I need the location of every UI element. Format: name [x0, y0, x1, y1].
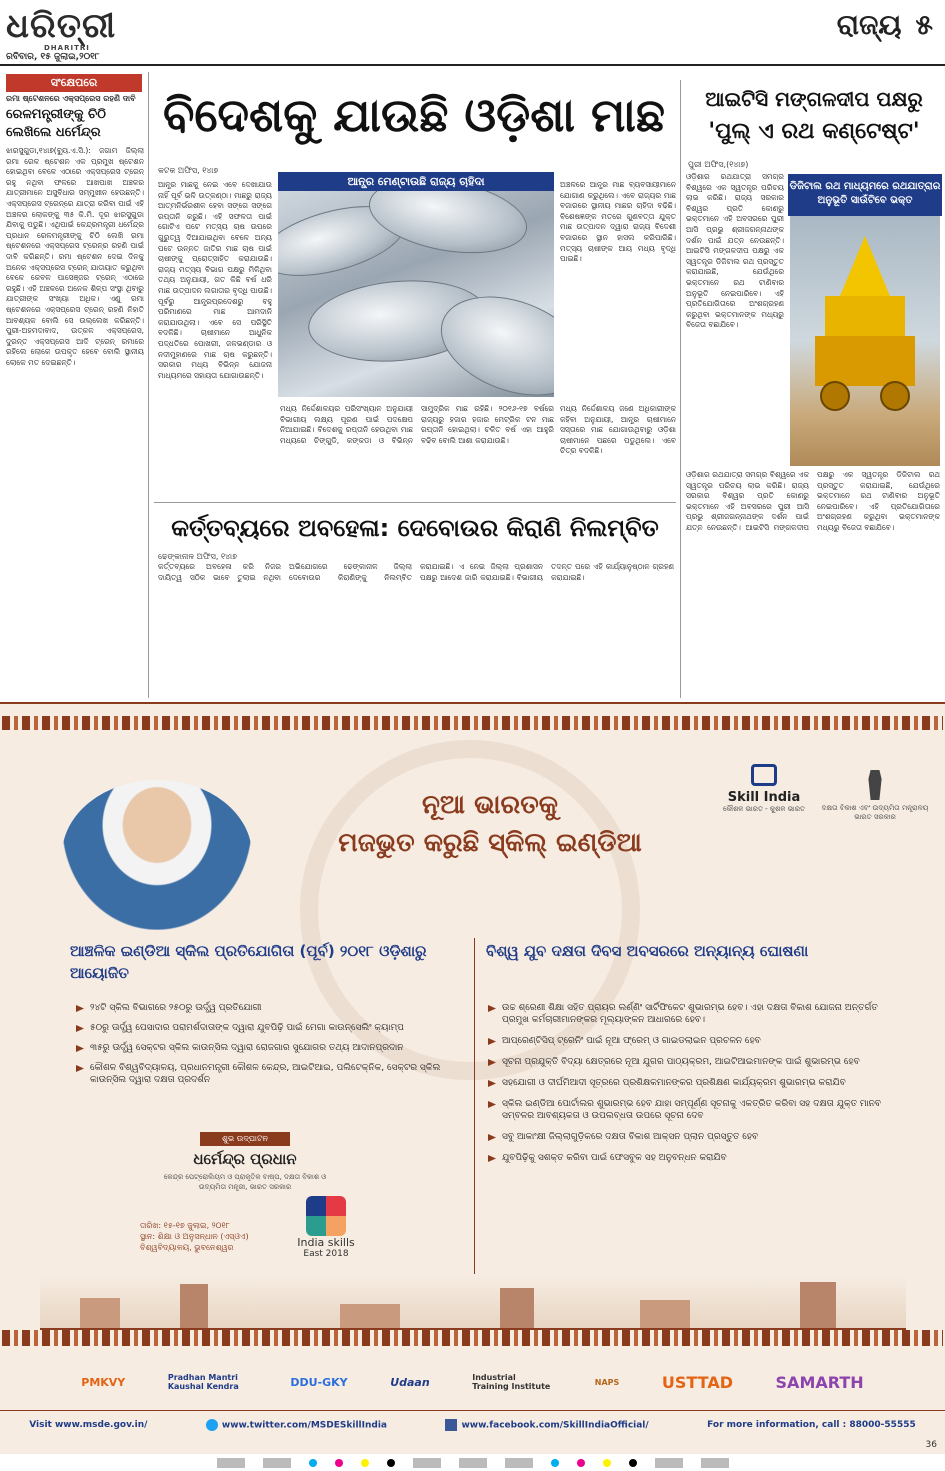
- inauguration-label: ଶୁଭ ଉଦ୍‌ଘାଟନ: [200, 1132, 290, 1146]
- partner-logo: DDU-GKY: [290, 1375, 348, 1389]
- section-label: ରାଜ୍ୟ: [836, 8, 902, 41]
- second-body: କର୍ତ୍ତବ୍ୟରେ ଅବହେଳା କରି ନିଜର ଦାୟିତ୍ୱ ସଠିକ ଭାବେ ତୁଲାଇ ନଥିବା ଅଭିଯୋଗରେ ଢେଙ୍କାନାଳ ଜିଲ୍ଲା ଦେବୋଉର କିରାଣିଙ୍କୁ ନିଲମ୍ବିତ କରାଯାଇଛି। ଏ ନେଇ ଜିଲ୍ଲା ପ୍ରଶାସନ ପକ୍ଷରୁ ଆଦେଶ ଜାରି କରାଯାଇଛି। ବିଭାଗୀୟ ତଦନ୍ତ ପରେ ଏହି କାର୍ଯ୍ୟାନୁଷ୍ଠାନ ଗ୍ରହଣ କରାଯାଇଛି।: [158, 562, 674, 582]
- lead-dateline: କଟକ ଅଫିସ, ୧୪ା୭: [158, 166, 219, 175]
- ad-divider: [474, 938, 475, 1274]
- industry-illustration: [40, 1276, 906, 1330]
- partner-logo: PMKVY: [81, 1375, 126, 1389]
- ad-title-line2: ମଜଭୁତ କରୁଛି ସ୍କିଲ୍ ଇଣ୍ଡିଆ: [338, 828, 642, 858]
- column-divider: [680, 80, 681, 698]
- partner-logo: Industrial Training Institute: [472, 1373, 551, 1391]
- ad-left-title: ଆଞ୍ଚଳିକ ଇଣ୍ଡିଆ ସ୍କିଲ ପ୍ରତିଯୋଗିତା (ପୂର୍ବ) ୨୦୧୮ ଓଡ଼ିଶାରୁ ଆୟୋଜିତ: [70, 942, 427, 982]
- itc-dateline: ପୁରୀ ଅଫିସ,(୧୪ା୭): [688, 160, 749, 169]
- section-header: [837, 8, 933, 42]
- skill-india-icon: [751, 764, 777, 786]
- ad-title-line1: ନୂଆ ଭାରତକୁ: [422, 790, 558, 820]
- list-item: ଉଚ୍ଚ ଶ୍ରେଣୀ ଶିକ୍ଷା ସହିତ ପ୍ରାୟର ଲର୍ଣ୍ଣିଂ ସାର୍ଟିଫିକେଟ ଶୁଭାରମ୍ଭ ହେବ। ଏହା ଦକ୍ଷତା ବିକାଶ ଯୋଜନା ଅନ୍ତର୍ଗତ ପ୍ରମୁଖ କର୍ମଚାରୀମାନଙ୍କର ମୂଲ୍ୟାଙ୍କନ ଆଧାରରେ ହେବ।: [486, 1002, 886, 1026]
- newspaper-logo: ଧରିତ୍ରୀ: [6, 6, 117, 46]
- second-dateline: ଢେଙ୍କାନାଳ ଅଫିସ, ୧୪ା୭: [158, 552, 237, 561]
- event-venue: ସ୍ଥାନ: ଶିକ୍ଷା ଓ ଅନୁସନ୍ଧାନ (ଏସ୍‌ଓଏ) ବିଶ୍ୱବିଦ୍ୟାଳୟ, ଭୁବନେଶ୍ୱର: [140, 1232, 249, 1252]
- list-item: ୩୫ରୁ ଊର୍ଦ୍ଧ୍ୱ ସେକ୍ଟର ସ୍କିଲ କାଉନ୍‌ସିଲ ଦ୍ୱାରା ରୋଜଗାର ସୁଯୋଗର ତଥ୍ୟ ଆଦାନପ୍ରଦାନ: [74, 1042, 468, 1054]
- lead-body-col2: ମଧ୍ୟ ନିର୍ଦ୍ଦେଶାଳୟର ପରିସଂଖ୍ୟାନ ଅନୁଯାୟୀ ବିଭାଗୀୟ ଲକ୍ଷ୍ୟ ପୂରଣ ପାଇଁ ପଦକ୍ଷେପ ନିଆଯାଇଛି। ବିଦେଶକୁ ରପ୍ତାନି ହେଉଥିବା ମାଛ ମଧ୍ୟରେ ଚିଙ୍ଗୁଡି, କଙ୍କଡା ଓ ବିଭିନ୍ନ ସାମୁଦ୍ରିକ ମାଛ ରହିଛି। ୨୦୧୬-୧୭ ବର୍ଷରେ ରାଜ୍ୟରୁ ହଜାର ହଜାର ମେଟ୍ରିକ ଟନ ମାଛ ରପ୍ତାନି ହୋଇଥିଲା। ଚଳିତ ବର୍ଷ ଏହା ଆହୁରି ବଢିବ ବୋଲି ଆଶା କରାଯାଉଛି।: [280, 404, 554, 445]
- column-divider: [148, 72, 149, 698]
- briefs-headline: ରେଳମନ୍ତ୍ରୀଙ୍କୁ ଚିଠି ଲେଖିଲେ ଧର୍ମେନ୍ଦ୍ର: [6, 107, 106, 140]
- itc-headline-line1: ଆଇଟିସି ମଙ୍ଗଳଦୀପ ପକ୍ଷରୁ: [705, 87, 923, 111]
- itc-body: ଓଡ଼ିଶାର ରଥଯାତ୍ରା ସମଗ୍ର ବିଶ୍ୱରେ ଏକ ସ୍ୱତନ୍ତ୍ର ପରିଚୟ ଲାଭ କରିଛି। ରାଜ୍ୟ ସରକାର ବିଶ୍ୱର ପ୍ରତି କୋଣରୁ ଭକ୍ତମାନେ ଏହି ଅବସରରେ ପୁରୀ ଆସି ପ୍ରଭୁ ଶ୍ରୀଜଗନ୍ନାଥଙ୍କ ଦର୍ଶନ ପାଇଁ ଯତ୍ନ ନେଉଛନ୍ତି। ଆଇଟିସି ମଙ୍ଗଳଦୀପ ପକ୍ଷରୁ ଏକ ସ୍ୱତନ୍ତ୍ର ଡିଜିଟାଲ ରଥ ପ୍ରସ୍ତୁତ କରାଯାଇଛି, ଯେଉଁଥିରେ ଭକ୍ତମାନେ ରଥ ଟାଣିବାର ଅନୁଭୂତି ନେଇପାରିବେ। ଏହି ପ୍ରତିଯୋଗିତାରେ ଅଂଶଗ୍ରହଣ କରୁଥିବା ଭକ୍ତମାନଙ୍କ ମଧ୍ୟରୁ ବିଜେତା ବଛାଯିବେ।: [686, 172, 784, 330]
- facebook-link[interactable]: www.facebook.com/SkillIndiaOfficial/: [445, 1419, 648, 1431]
- lead-body-col1: ଆନ୍ଧ୍ର ମାଛକୁ ନେଇ ଏବେ ଦେଖାଯାଉ ନାହିଁ ପୂର୍ବ ଭଳି ଉତ୍କଣ୍ଠା। ମାଛରୁ ରାଜ୍ୟ ଆତ୍ମନିର୍ଭରଶୀଳ ହେବା ସଙ୍ଗେ ସଙ୍ଗେ ରପ୍ତାନି କରୁଛି। ଏହି ସଫଳତା ପାଇଁ ଗୋଟିଏ ପଟେ ମତ୍ସ୍ୟ ଚାଷ ଉପରେ ଗୁରୁତ୍ୱ ଦିଆଯାଇଥିବା ବେଳେ ଅନ୍ୟ ପଟେ ଉନ୍ନତ ଜାତିର ମାଛ ଚାଷ ପାଇଁ ଚାଷୀଙ୍କୁ ପ୍ରୋତ୍ସାହିତ କରାଯାଉଛି। ରାଜ୍ୟ ମତ୍ସ୍ୟ ବିଭାଗ ପକ୍ଷରୁ ମିଳିଥିବା ତଥ୍ୟ ଅନୁଯାୟୀ, ଗତ କିଛି ବର୍ଷ ଧରି ମାଛ ଉତ୍ପାଦନ ଲଗାତାର ବୃଦ୍ଧି ପାଉଛି। ପୂର୍ବରୁ ଆନ୍ଧ୍ରପ୍ରଦେଶରୁ ବହୁ ପରିମାଣରେ ମାଛ ଆମଦାନି କରାଯାଉଥିଲା। ଏବେ ସେ ପରିସ୍ଥିତି ବଦଳିଛି। ଚାଷୀମାନେ ଆଧୁନିକ ପଦ୍ଧତିରେ ପୋଖରୀ, ଜଳଭଣ୍ଡାର ଓ ନଦୀମୁହାଣରେ ମାଛ ଚାଷ କରୁଛନ୍ତି। ସରକାର ମଧ୍ୟ ବିଭିନ୍ନ ଯୋଜନା ମାଧ୍ୟମରେ ସହାୟତା ଯୋଗାଉଛନ୍ତି।: [158, 180, 272, 380]
- pm-portrait: [62, 780, 252, 930]
- helpline: For more information, call : 88000-55555: [707, 1419, 916, 1430]
- fish-photo: [278, 191, 554, 397]
- emblem-icon: [864, 770, 886, 800]
- partner-logo: SAMARTH: [775, 1372, 864, 1392]
- indiaskills-icon: [306, 1196, 346, 1236]
- website-link[interactable]: Visit www.msde.gov.in/: [29, 1419, 148, 1430]
- page-number: ୫: [915, 8, 933, 41]
- ad-right-title: ବିଶ୍ୱ ଯୁବ ଦକ୍ଷତା ଦିବସ ଅବସରରେ ଅନ୍ୟାନ୍ୟ ଘୋଷଣା: [486, 942, 809, 960]
- ministry-logo: ଦକ୍ଷତା ବିକାଶ ଏବଂ ଉଦ୍ୟମିତା ମନ୍ତ୍ରାଳୟ ଭାରତ ସରକାର: [812, 770, 938, 822]
- ad-border-pattern: [2, 1330, 943, 1346]
- briefs-body: ଝାରସୁଗୁଡା,୧୪ା୭(ବ୍ୟୁ.ଏ.ସି.): ଜଗାମ ଜିଲ୍ଲା ରମା ରେଳ ଷ୍ଟେଶନ ଏକ ପ୍ରମୁଖ ଷ୍ଟେଶନ ହୋଇଥିବା ବେଳେ ଏଠାରେ ଏକ୍ସପ୍ରେସ ଟ୍ରେନ୍ ରହୁ ନଥିବା ଫଳରେ ଆଖପାଖ ଅଞ୍ଚଳର ଯାତ୍ରୀମାନେ ଅସୁବିଧାର ସମ୍ମୁଖୀନ ହେଉଛନ୍ତି। ଏକ୍ସପ୍ରେସ ଟ୍ରେନ୍‌ରେ ଯାତ୍ରା କରିବା ପାଇଁ ଏହି ଅଞ୍ଚଳର ଲୋକଙ୍କୁ ୩୫ କି.ମି. ଦୂର ଝାରସୁଗୁଡା ଯିବାକୁ ପଡୁଛି। ଏଥିପାଇଁ କେନ୍ଦ୍ରମନ୍ତ୍ରୀ ଧର୍ମେନ୍ଦ୍ର ପ୍ରଧାନ ରେଳମନ୍ତ୍ରୀଙ୍କୁ ଚିଠି ଲେଖି ରମା ଷ୍ଟେଶନରେ ଏକ୍ସପ୍ରେସ ଟ୍ରେନ୍‌ର ରହଣି ପାଇଁ ଦାବି କରିଛନ୍ତି। ରମା ଷ୍ଟେଶନ ଦେଇ ଦିନକୁ ଅନେକ ଏକ୍ସପ୍ରେସ ଟ୍ରେନ୍ ଯାତାୟାତ କରୁଥିବା ବେଳେ କେବଳ ପାସେଞ୍ଜର ଟ୍ରେନ୍ ଏଠାରେ ରହୁଛି। ଏହି ଅଞ୍ଚଳରେ ଅନେକ ଶିଳ୍ପ ସଂସ୍ଥା ଥିବାରୁ ଯାତ୍ରୀଙ୍କ ସଂଖ୍ୟା ଅଧିକ। ଏଣୁ ରମା ଷ୍ଟେଶନରେ ଏକ୍ସପ୍ରେସ ଟ୍ରେନ୍ ରହଣି ନିହାତି ଆବଶ୍ୟକ ବୋଲି ସେ ଉଲ୍ଲେଖ କରିଛନ୍ତି। ପୁରୀ-ଅହମଦାବାଦ, ଉତ୍କଳ ଏକ୍ସପ୍ରେସ, ଦୁରନ୍ତ ଏକ୍ସପ୍ରେସ ଆଦି ଟ୍ରେନ୍ ରମାରେ ରହିଲେ ଲୋକେ ଉପକୃତ ହେବେ ବୋଲି ସ୍ଥାନୀୟ ଲୋକେ ମତ ଦେଇଛନ୍ତି।: [6, 146, 144, 367]
- itc-body-cont: ଓଡ଼ିଶାର ରଥଯାତ୍ରା ସମଗ୍ର ବିଶ୍ୱରେ ଏକ ସ୍ୱତନ୍ତ୍ର ପରିଚୟ ଲାଭ କରିଛି। ରାଜ୍ୟ ସରକାର ବିଶ୍ୱର ପ୍ରତି କୋଣରୁ ଭକ୍ତମାନେ ଏହି ଅବସରରେ ପୁରୀ ଆସି ପ୍ରଭୁ ଶ୍ରୀଜଗନ୍ନାଥଙ୍କ ଦର୍ଶନ ପାଇଁ ଯତ୍ନ ନେଉଛନ୍ତି। ଆଇଟିସି ମଙ୍ଗଳଦୀପ ପକ୍ଷରୁ ଏକ ସ୍ୱତନ୍ତ୍ର ଡିଜିଟାଲ ରଥ ପ୍ରସ୍ତୁତ କରାଯାଇଛି, ଯେଉଁଥିରେ ଭକ୍ତମାନେ ରଥ ଟାଣିବାର ଅନୁଭୂତି ନେଇପାରିବେ। ଏହି ପ୍ରତିଯୋଗିତାରେ ଅଂଶଗ୍ରହଣ କରୁଥିବା ଭକ୍ତମାନଙ୍କ ମଧ୍ୟରୁ ବିଜେତା ବଛାଯିବେ।: [686, 470, 940, 532]
- story-divider: [154, 502, 676, 503]
- itc-headline-line2: 'ପୁଲ୍ ଏ ରଥ କଣ୍ଟେଷ୍ଟ': [708, 119, 920, 144]
- list-item: ଯୁବପିଢ଼ିକୁ ସଶକ୍ତ କରିବା ପାଇଁ ଫେସବୁକ ସହ ଅନୁବନ୍ଧନ କରାଯିବ: [486, 1152, 886, 1164]
- list-item: ସବୁ ଆକାଂକ୍ଷୀ ଜିଲ୍ଲାଗୁଡ଼ିକରେ ଦକ୍ଷତା ବିକାଶ ଆକ୍ସନ ପ୍ଲାନ ପ୍ରସ୍ତୁତ ହେବ: [486, 1131, 886, 1143]
- issue-date: ରବିବାର, ୧୫ ଜୁଲାଇ,୨୦୧୮: [6, 52, 100, 62]
- print-registration-marks: [0, 1454, 945, 1471]
- partner-logos: [0, 1356, 945, 1408]
- twitter-link[interactable]: www.twitter.com/MSDESkillIndia: [206, 1419, 387, 1431]
- skill-india-logo: Skill India କୌଶଳ ଭାରତ - କୁଶଳ ଭାରତ: [716, 764, 812, 814]
- sheet-number: 36: [925, 1440, 937, 1450]
- partner-logo: Udaan: [390, 1375, 430, 1389]
- lead-body-col4: ମଧ୍ୟ ନିର୍ଦ୍ଦେଶାଳୟ ଜଣେ ଅଧିକାରୀଙ୍କ କହିବା ଅନୁଯାୟୀ, ଆନ୍ଧ୍ର ଚାଷୀମାନେ ସସ୍ତାରେ ମାଛ ଯୋଗାଉଥିବାରୁ ଓଡ଼ିଶା ଚାଷୀମାନେ ପଛରେ ପଡୁଥିଲେ। ଏବେ ଚିତ୍ର ବଦଳିଛି।: [560, 404, 676, 456]
- ad-footer: [0, 1410, 945, 1438]
- ad-right-list: [486, 1002, 886, 1164]
- lead-body-col3: ଅଞ୍ଚଳରେ ଆନ୍ଧ୍ର ମାଛ ବ୍ୟବସାୟୀମାନେ ଯୋଗାଣ କରୁଥିଲେ। ଏବେ ରାଜ୍ୟର ମାଛ ବଜାରରେ ସ୍ଥାନୀୟ ମାଛର ଚାହିଦା ବଢିଛି। ବିଶେଷଜ୍ଞଙ୍କ ମତରେ ଗୁଣବତ୍ତା ଯୁକ୍ତ ମାଛ ଉତ୍ପାଦନ ଦ୍ୱାରା ରାଜ୍ୟ ବିଦେଶୀ ବଜାରରେ ସ୍ଥାନ ହାସଲ କରିପାରିଛି। ମତ୍ସ୍ୟ ଚାଷୀଙ୍କ ଆୟ ମଧ୍ୟ ବୃଦ୍ଧି ପାଇଛି।: [560, 180, 676, 264]
- list-item: କୌଶଳ ବିଶ୍ୱବିଦ୍ୟାଳୟ, ପ୍ରଧାନମନ୍ତ୍ରୀ କୌଶଳ କେନ୍ଦ୍ର, ଆଇଟିଆଇ, ପଲିଟେକ୍ନିକ, ସେକ୍ଟର ସ୍କିଲ କାଉନ୍‌ସିଲ ଦ୍ୱାରା ଦକ୍ଷତା ପ୍ରଦର୍ଶନ: [74, 1062, 468, 1086]
- partner-logo: Pradhan Mantri Kaushal Kendra: [167, 1373, 239, 1391]
- briefs-lead: ରମା ଷ୍ଟେଶନରେ ଏକ୍ସପ୍ରେସ ରହଣି ଦାବି: [6, 94, 136, 103]
- itc-photo-caption: ଡିଜିଟାଲ ରଥ ମାଧ୍ୟମରେ ରଥଯାତ୍ରାର ଅନୁଭୂତି ସାଉଁଟିବେ ଭକ୍ତ: [788, 174, 942, 216]
- lead-photo-caption: ଆନ୍ଧ୍ର ମେଣ୍ଟାଉଛି ରାଜ୍ୟ ଚାହିଦା: [278, 172, 554, 192]
- list-item: ଆପ୍ରେଣ୍ଟିସିପ୍ ଟ୍ରେନିଂ ପାଇଁ ନୂଆ ଫ୍ରେମ୍ ଓ ଗାଇଡଲାଇନ ପ୍ରଚଳନ ହେବ: [486, 1035, 886, 1047]
- list-item: ସୂଚନା ପ୍ରଯୁକ୍ତି ବିଦ୍ୟା କ୍ଷେତ୍ରରେ ନୂଆ ଯୁଗର ପାଠ୍ୟକ୍ରମ, ଆଇଟିଆଇମାନଙ୍କ ପାଇଁ ଶୁଭାରମ୍ଭ ହେବ: [486, 1056, 886, 1068]
- partner-logo: NAPS: [594, 1377, 620, 1387]
- logo-subtitle: DHARITRI: [44, 44, 90, 52]
- lead-headline: ବିଦେଶକୁ ଯାଉଛି ଓଡ଼ିଶା ମାଛ: [162, 88, 666, 142]
- minister-role: କେନ୍ଦ୍ର ପେଟ୍ରୋଲିୟମ ଓ ପ୍ରାକୃତିକ ବାଷ୍ପ, ଦକ୍ଷତା ବିକାଶ ଓ ଉଦ୍ୟମିତା ମନ୍ତ୍ରୀ, ଭାରତ ସରକାର: [163, 1173, 327, 1191]
- digital-rath-photo: [790, 216, 940, 466]
- list-item: ସ୍କିଲ ଇଣ୍ଡିଆ ପୋର୍ଟାଲର ଶୁଭାରମ୍ଭ ହେବ ଯାହା ସମ୍ପୂର୍ଣ୍ଣ ସୂଚନାକୁ ଏକତ୍ରିତ କରିବା ସହ ଦକ୍ଷତା ଯୁକ୍ତ ମାନବ ସମ୍ବଳର ଆବଶ୍ୟକତା ଓ ଉପଲବ୍ଧତା ଉପରେ ସୂଚନା ଦେବ: [486, 1098, 886, 1122]
- facebook-icon: [445, 1419, 457, 1431]
- list-item: ୨୪ଟି ସ୍କିଲ ବିଭାଗରେ ୨୫୦ରୁ ଊର୍ଦ୍ଧ୍ୱ ପ୍ରତିଯୋଗୀ: [74, 1002, 468, 1014]
- event-details: [140, 1220, 280, 1253]
- list-item: ୫୦ରୁ ଊର୍ଦ୍ଧ୍ୱ ପେସାଦାର ପରାମର୍ଶଦାତାଙ୍କ ଦ୍ୱାରା ଯୁବପିଢ଼ି ପାଇଁ ମେଗା କାଉନ୍‌ସେଲିଂ କ୍ୟାମ୍ପ: [74, 1022, 468, 1034]
- list-item: ସହଯୋଗୀ ଓ ଦୀର୍ଘମିଆଦୀ ସୂତ୍ରରେ ପ୍ରଶିକ୍ଷକମାନଙ୍କର ପ୍ରଶିକ୍ଷଣ କାର୍ଯ୍ୟକ୍ରମ ଶୁଭାରମ୍ଭ କରାଯିବ: [486, 1077, 886, 1089]
- ad-border-pattern: [2, 716, 943, 730]
- masthead: [0, 0, 945, 66]
- ad-left-list: [74, 1002, 468, 1086]
- minister-name: ଧର୍ମେନ୍ଦ୍ର ପ୍ରଧାନ: [193, 1150, 297, 1168]
- partner-logo: USTTAD: [661, 1372, 733, 1392]
- second-headline: କର୍ତ୍ତବ୍ୟରେ ଅବହେଳା: ଦେବୋଉର କିରାଣି ନିଲମ୍ବିତ: [171, 514, 659, 542]
- briefs-label: ସଂକ୍ଷେପରେ: [6, 74, 142, 92]
- event-date: ତାରିଖ: ୧୫-୧୭ ଜୁଲାଇ, ୨୦୧୮: [140, 1221, 230, 1230]
- indiaskills-logo: India skills East 2018: [286, 1196, 366, 1259]
- twitter-icon: [206, 1419, 218, 1431]
